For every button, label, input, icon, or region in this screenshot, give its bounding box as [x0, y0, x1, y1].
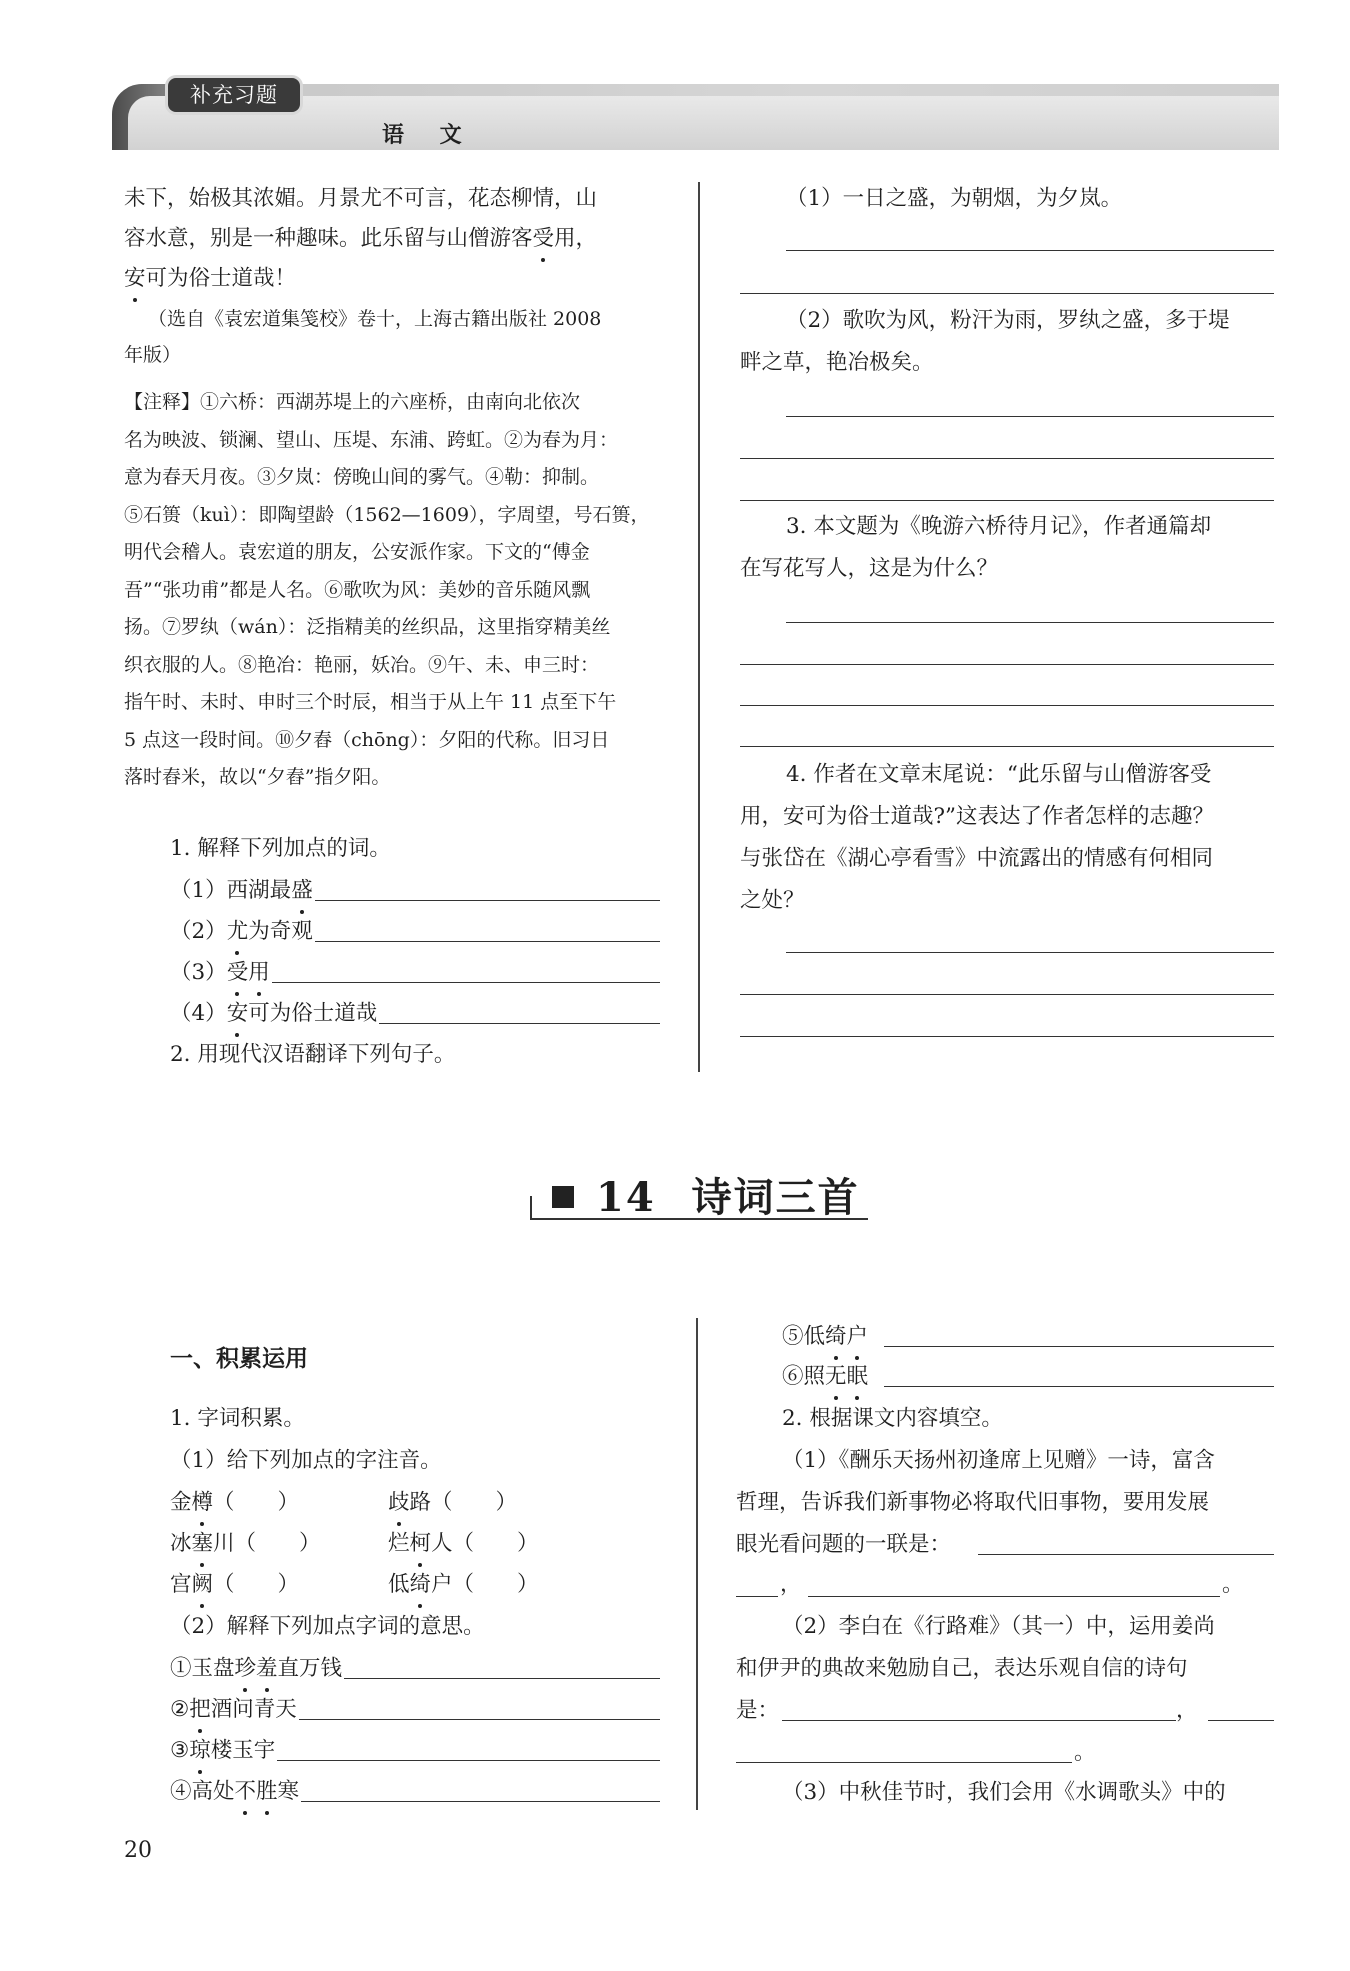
- answer-line[interactable]: [740, 994, 1274, 995]
- dotted-word: [825, 1324, 868, 1349]
- text-span: 寒: [277, 1779, 300, 1804]
- text-span: （3）: [170, 960, 227, 985]
- pinyin-item: [170, 1484, 299, 1522]
- question-1-2: （2）解释下列加点字词的意思。: [170, 1614, 485, 1639]
- question-4-cont: 用，安可为俗士道哉?”这表达了作者怎样的志趣？: [740, 804, 1215, 829]
- dotted-word: [825, 1364, 868, 1389]
- text-span: 直万钱: [277, 1656, 343, 1681]
- q1-item: [170, 913, 313, 951]
- source-line: （选自《袁宏道集笺校》卷十，上海古籍出版社 2008: [148, 308, 602, 330]
- question-2: 2. 用现代汉语翻译下列句子。: [170, 1042, 456, 1067]
- period: 。: [1074, 1740, 1096, 1765]
- source-line: 年版）: [124, 344, 182, 366]
- meaning-item: [170, 1691, 297, 1729]
- dotted-char: 安: [227, 995, 249, 1033]
- note-line: 【注释】①六桥：西湖苏堤上的六座桥，由南向北依次: [124, 391, 581, 413]
- text-span: （4）: [170, 1001, 227, 1026]
- question-4-cont: 之处？: [740, 888, 805, 913]
- dotted-char: 尤: [227, 913, 249, 951]
- question-1: 1. 字词积累。: [170, 1406, 305, 1431]
- text-span: 宫: [170, 1572, 192, 1597]
- pinyin-item: [388, 1525, 539, 1563]
- pinyin-item: [388, 1484, 517, 1522]
- dotted-char: 歧: [388, 1484, 410, 1522]
- dotted-char: 绮: [825, 1318, 847, 1356]
- q1-item: [170, 995, 377, 1033]
- meaning-item: [782, 1358, 868, 1396]
- text-span: 可为俗士道哉！: [145, 266, 297, 291]
- answer-line[interactable]: [786, 622, 1274, 623]
- section-heading: 一、积累运用: [170, 1346, 308, 1372]
- note-line: 扬。⑦罗纨（wán）：泛指精美的丝织品，这里指穿精美丝: [124, 616, 611, 638]
- fill-2-cont: 和伊尹的典故来勉励自己，表达乐观自信的诗句: [736, 1656, 1188, 1681]
- answer-line[interactable]: [277, 1760, 660, 1761]
- page-number: 20: [124, 1838, 152, 1863]
- pinyin-item: [170, 1566, 299, 1604]
- dotted-char: 安: [124, 260, 146, 298]
- text-span: （1）西湖最: [170, 878, 292, 903]
- answer-line[interactable]: [740, 746, 1274, 747]
- answer-line[interactable]: [736, 1596, 778, 1597]
- answer-line[interactable]: [808, 1596, 1220, 1597]
- note-line: 名为映波、锁澜、望山、压堤、东浦、跨虹。②为春为月：: [124, 428, 619, 451]
- text-span: 烂: [388, 1531, 410, 1556]
- q1-item: [170, 872, 313, 910]
- header-tab: 补充习题: [168, 78, 300, 112]
- text-span: 川（ ）: [213, 1531, 321, 1556]
- text-span: 人（ ）: [431, 1531, 539, 1556]
- answer-line[interactable]: [1208, 1720, 1274, 1721]
- text-span: ②: [170, 1697, 190, 1722]
- period: 。: [1222, 1572, 1244, 1597]
- question-1: 1. 解释下列加点的词。: [170, 836, 391, 861]
- title-frame-tick: [530, 1196, 532, 1218]
- note-line: 吾”“张功甫”都是人名。⑥歌吹为风：美妙的音乐随风飘: [124, 578, 591, 601]
- text-span: 可为俗士道哉: [248, 1001, 378, 1026]
- meaning-item: [170, 1732, 275, 1770]
- answer-line[interactable]: [740, 458, 1274, 459]
- answer-line[interactable]: [740, 500, 1274, 501]
- column-divider-bottom: [696, 1318, 698, 1810]
- dotted-char: 用: [248, 954, 270, 992]
- dotted-char: 柯: [410, 1525, 432, 1563]
- question-1-1: （1）给下列加点的字注音。: [170, 1448, 442, 1473]
- question-2: 2. 根据课文内容填空。: [782, 1406, 1003, 1431]
- text-span: 用，: [554, 226, 598, 251]
- text-span: ④高处: [170, 1779, 235, 1804]
- header-band-inner: [128, 96, 1279, 150]
- note-line: ⑤石篑（kuì）：即陶望龄（1562—1609），字周望，号石篑，: [124, 503, 650, 526]
- text-line: [124, 260, 296, 298]
- dotted-char: 珍: [235, 1650, 257, 1688]
- question-3: 3. 本文题为《晚游六桥待月记》，作者通篇却: [786, 514, 1212, 539]
- question-4: 4. 作者在文章末尾说：“此乐留与山僧游客受: [786, 762, 1212, 787]
- meaning-item: [170, 1773, 299, 1811]
- answer-line[interactable]: [884, 1386, 1274, 1387]
- text-span: （ ）: [213, 1490, 300, 1515]
- dotted-char: 羞: [256, 1650, 278, 1688]
- text-span: ⑤低: [782, 1324, 826, 1349]
- pinyin-item: [388, 1566, 539, 1604]
- text-span: 低: [388, 1572, 410, 1597]
- answer-line[interactable]: [736, 1762, 1072, 1763]
- meaning-item: [170, 1650, 342, 1688]
- lesson-number: 14: [596, 1174, 656, 1221]
- answer-line[interactable]: [301, 1801, 660, 1802]
- dotted-char: 不: [235, 1773, 257, 1811]
- fill-1-cont: 哲理，告诉我们新事物必将取代旧事物，要用发展: [736, 1490, 1210, 1515]
- fill-2-cont: 是：: [736, 1698, 780, 1723]
- text-span: 容水意，别是一种趣味。此乐留与山僧游客: [124, 226, 533, 251]
- title-square-icon: [552, 1186, 574, 1208]
- answer-line[interactable]: [740, 1036, 1274, 1037]
- text-span: （ ）: [213, 1572, 300, 1597]
- comma: ，: [780, 1572, 802, 1597]
- dotted-char: 眠: [847, 1358, 869, 1396]
- text-span: 楼玉宇: [210, 1738, 276, 1763]
- comma: ，: [1176, 1698, 1198, 1723]
- text-span: 冰: [170, 1531, 192, 1556]
- dotted-char: 胜: [256, 1773, 278, 1811]
- column-divider-top: [698, 182, 700, 1072]
- meaning-item: [782, 1318, 868, 1356]
- fill-1: （1）《酬乐天扬州初逢席上见赠》一诗，富含: [782, 1448, 1215, 1473]
- note-line: 意为春天月夜。③夕岚：傍晚山间的雾气。④勒：抑制。: [124, 466, 600, 488]
- question-3-cont: 在写花写人，这是为什么？: [740, 556, 999, 581]
- fill-2: （2）李白在《行路难》（其一）中，运用姜尚: [782, 1614, 1215, 1639]
- note-line: 明代会稽人。袁宏道的朋友，公安派作家。下文的“傅金: [124, 541, 590, 563]
- lesson-title-text: 诗词三首: [691, 1174, 860, 1221]
- answer-line[interactable]: [786, 416, 1274, 417]
- fill-1-cont: 眼光看问题的一联是：: [736, 1532, 952, 1557]
- dotted-char: 塞: [192, 1525, 214, 1563]
- text-span: ③: [170, 1738, 190, 1763]
- dotted-char: 把: [189, 1691, 211, 1729]
- text-line: 未下，始极其浓媚。月景尤不可言，花态柳情，山: [124, 186, 598, 211]
- text-span: 酒问青天: [210, 1697, 297, 1722]
- text-line: [124, 220, 597, 258]
- answer-line[interactable]: [315, 941, 660, 942]
- text-span: 为奇观: [248, 919, 313, 944]
- note-line: 落时舂米，故以“夕舂”指夕阳。: [124, 766, 391, 788]
- text-span: 金: [170, 1490, 192, 1515]
- answer-line[interactable]: [884, 1346, 1274, 1347]
- dotted-char: 受: [227, 954, 249, 992]
- text-span: ⑥照: [782, 1364, 826, 1389]
- answer-line[interactable]: [379, 1023, 660, 1024]
- note-line: 5 点这一段时间。⑩夕舂（chōng）：夕阳的代称。旧习日: [124, 728, 610, 751]
- dotted-char: 樽: [192, 1484, 214, 1522]
- text-span: 路（ ）: [409, 1490, 518, 1515]
- pinyin-item: [170, 1525, 321, 1563]
- dotted-char: 受: [533, 220, 555, 258]
- answer-line[interactable]: [299, 1719, 660, 1720]
- answer-line[interactable]: [344, 1678, 660, 1679]
- dotted-char: 户: [847, 1318, 869, 1356]
- subject-label: 语 文: [382, 123, 476, 148]
- sentence-2: （2）歌吹为风，粉汗为雨，罗纨之盛，多于堤: [786, 308, 1230, 333]
- text-span: （2）: [170, 919, 227, 944]
- note-line: 指午时、未时、申时三个时辰，相当于从上午 11 点至下午: [124, 691, 617, 713]
- fill-3: （3）中秋佳节时，我们会用《水调歌头》中的: [782, 1780, 1226, 1805]
- dotted-char: 绮: [410, 1566, 432, 1604]
- text-span: 户（ ）: [431, 1572, 539, 1597]
- answer-line[interactable]: [782, 1720, 1176, 1721]
- answer-line[interactable]: [786, 250, 1274, 251]
- dotted-char: 盛: [291, 872, 313, 910]
- sentence-1: （1）一日之盛，为朝烟，为夕岚。: [786, 186, 1123, 211]
- question-4-cont: 与张岱在《湖心亭看雪》中流露出的情感有何相同: [740, 846, 1214, 871]
- answer-line[interactable]: [740, 664, 1274, 665]
- answer-line[interactable]: [272, 982, 660, 983]
- dotted-char: 阙: [192, 1566, 214, 1604]
- answer-line[interactable]: [978, 1554, 1274, 1555]
- answer-line[interactable]: [315, 900, 660, 901]
- sentence-2-cont: 畔之草，艳冶极矣。: [740, 350, 934, 375]
- dotted-char: 无: [825, 1358, 847, 1396]
- answer-line[interactable]: [786, 952, 1274, 953]
- lesson-title: [596, 1166, 860, 1223]
- dotted-char: 琼: [189, 1732, 211, 1770]
- answer-line[interactable]: [740, 293, 1274, 294]
- text-span: ①玉盘: [170, 1656, 235, 1681]
- answer-line[interactable]: [740, 705, 1274, 706]
- note-line: 织衣服的人。⑧艳冶：艳丽，妖冶。⑨午、未、申三时：: [124, 653, 600, 676]
- q1-item: [170, 954, 270, 992]
